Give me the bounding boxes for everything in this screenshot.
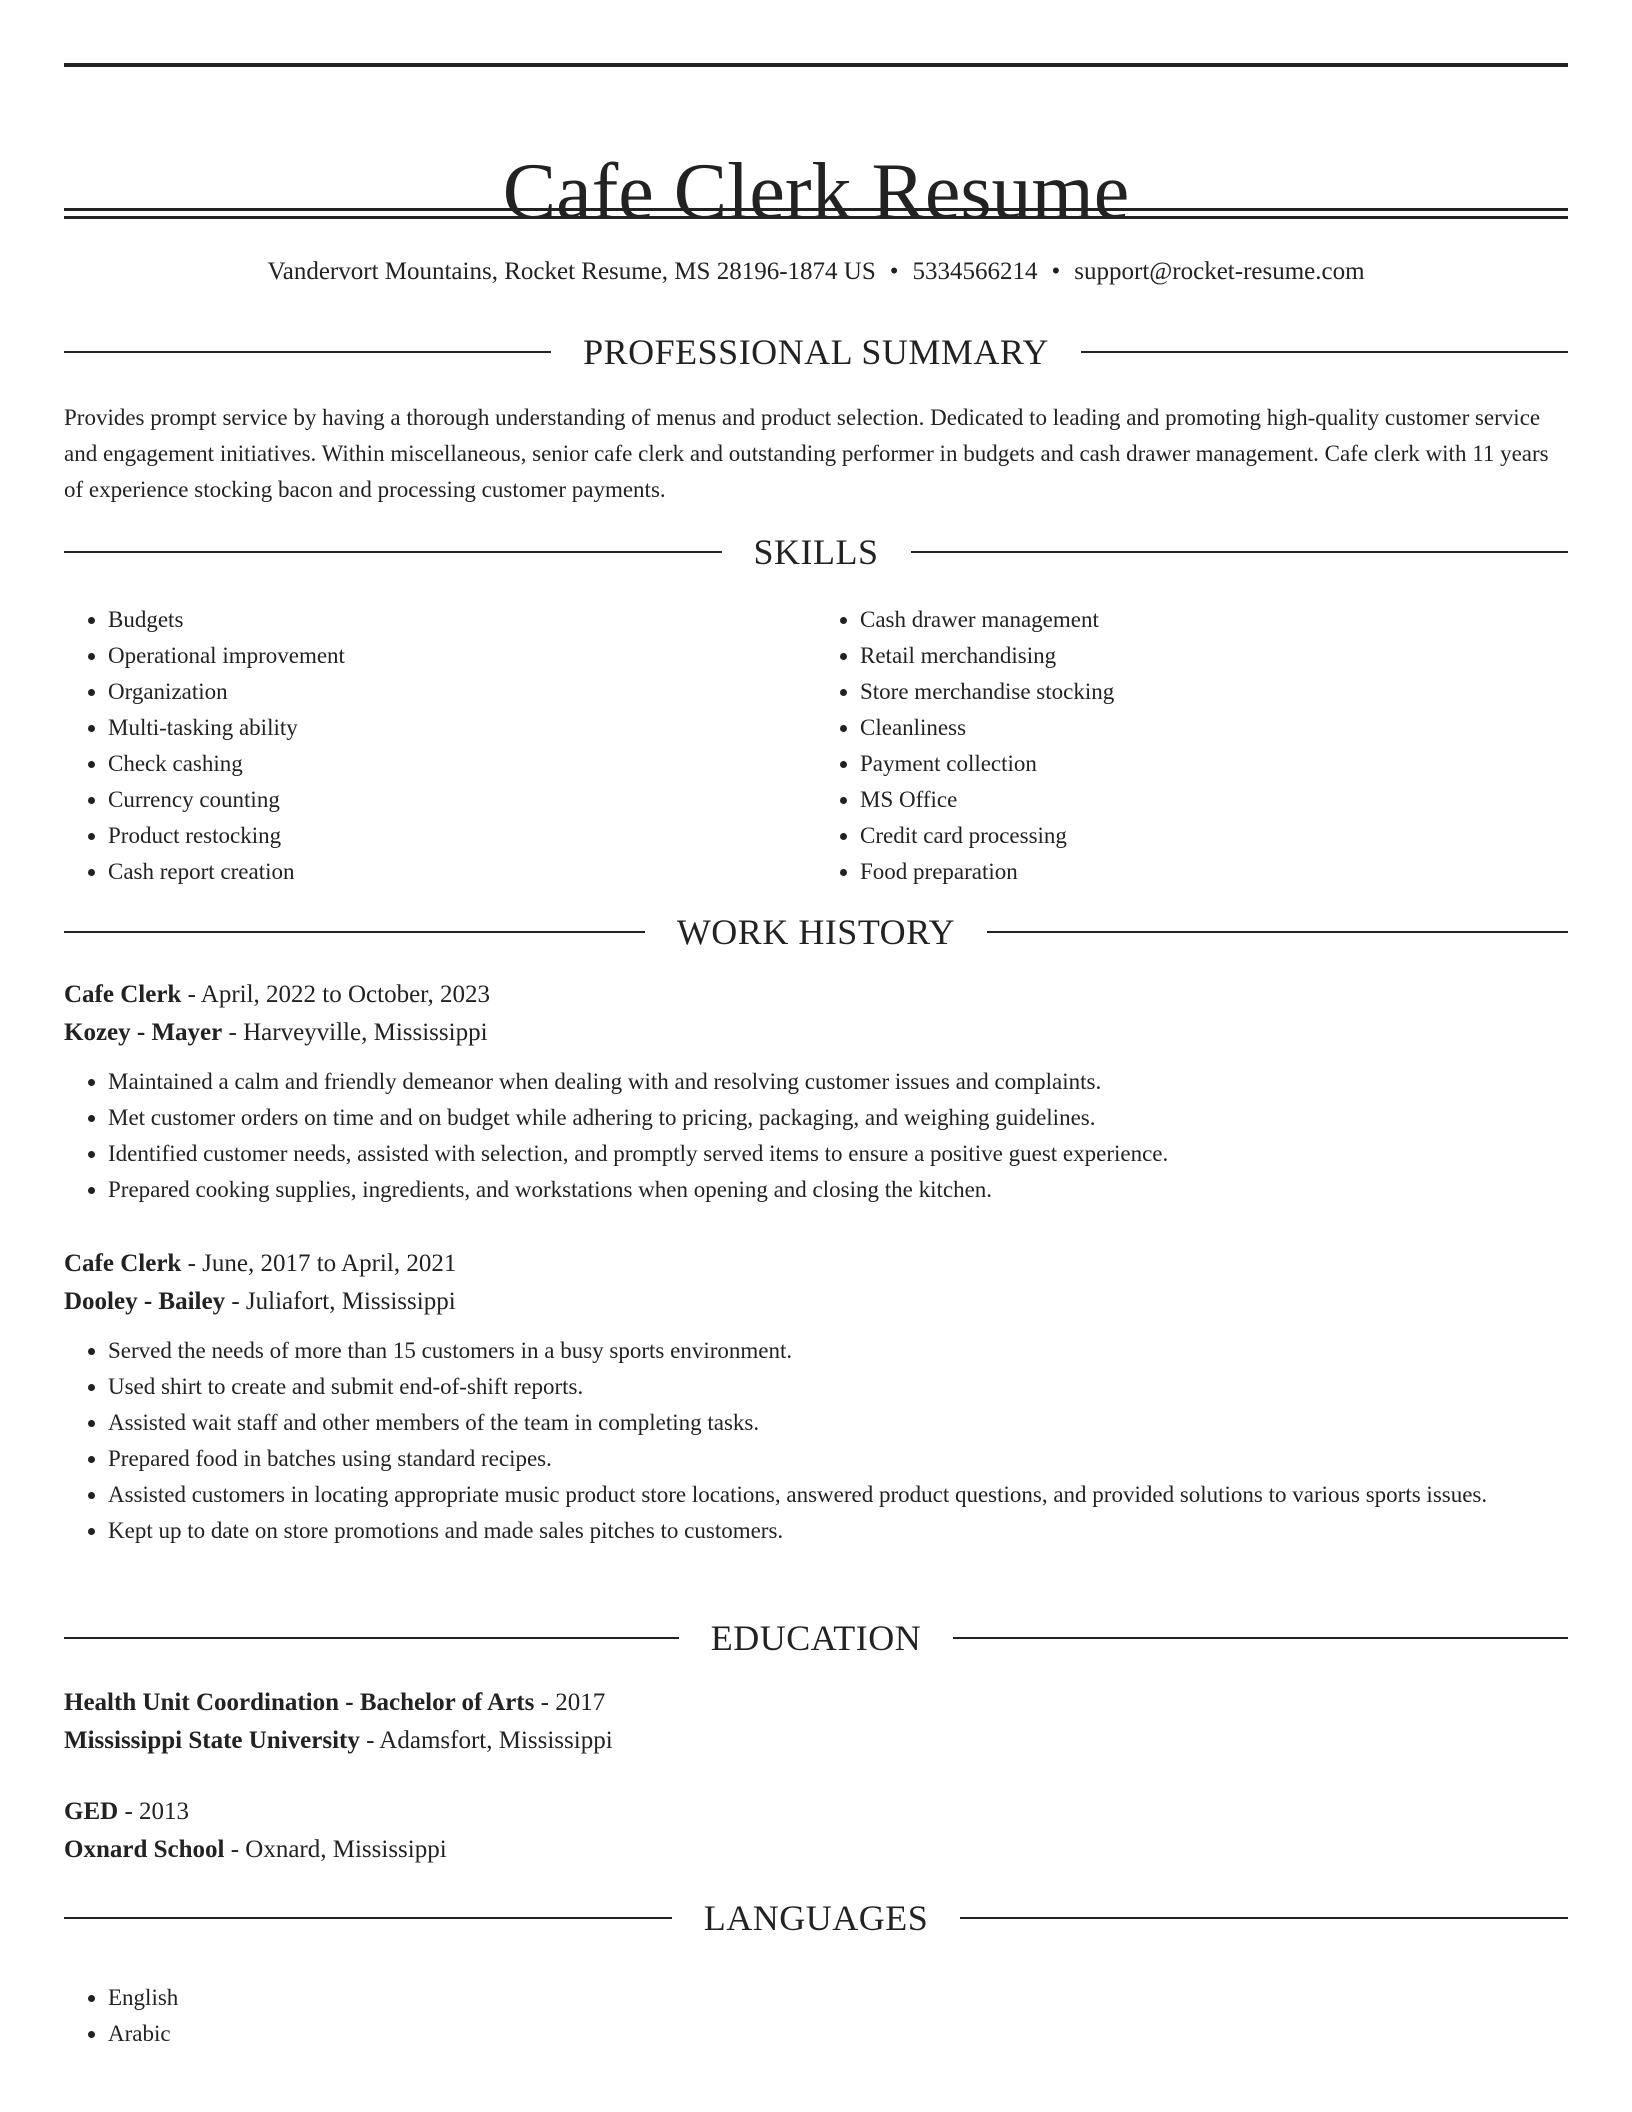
skill-item: • Food preparation <box>860 854 1568 890</box>
job-bullet: • Kept up to date on store promotions and made sales pitches to customers. <box>108 1513 1568 1549</box>
job-bullet: • Served the needs of more than 15 customers in a busy sports environment. <box>108 1333 1568 1369</box>
job-bullet: • Met customer orders on time and on budget while adhering to pricing, packaging, and weighing guidelines. <box>108 1100 1568 1136</box>
education-school: Oxnard School <box>64 1836 225 1863</box>
section-heading-skills <box>64 530 1568 574</box>
education-degree-row <box>64 1793 1568 1831</box>
skill-item: • Payment collection <box>860 746 1568 782</box>
title-double-rule <box>64 208 1568 219</box>
job-bullet: • Assisted wait staff and other members of the team in completing tasks. <box>108 1405 1568 1441</box>
education-school-row <box>64 1831 1568 1869</box>
job-company: Kozey - Mayer <box>64 1019 223 1046</box>
contact-separator: • <box>889 258 899 285</box>
job-dates: - April, 2022 to October, 2023 <box>181 981 491 1008</box>
skills-column-left <box>64 602 816 890</box>
education-year: - 2017 <box>534 1689 606 1716</box>
skill-item: • Retail merchandising <box>860 638 1568 674</box>
education-entry <box>64 1684 1568 1760</box>
job-title-row <box>64 1245 1568 1283</box>
job-title: Cafe Clerk <box>64 981 182 1008</box>
skill-item: • Operational improvement <box>108 638 816 674</box>
job-bullet: • Used shirt to create and submit end-of-shift reports. <box>108 1369 1568 1405</box>
top-rule <box>64 63 1568 67</box>
education-degree: GED <box>64 1798 119 1825</box>
skill-item: • Budgets <box>108 602 816 638</box>
job-title-row <box>64 976 1568 1014</box>
job-bullets <box>64 1333 1568 1549</box>
skill-item: • Multi-tasking ability <box>108 710 816 746</box>
skill-item: • Cash report creation <box>108 854 816 890</box>
education-entry <box>64 1793 1568 1869</box>
job-title: Cafe Clerk <box>64 1250 182 1277</box>
job-location: - Harveyville, Mississippi <box>222 1019 488 1046</box>
job-bullet: • Identified customer needs, assisted with selection, and promptly served items to ensure a positive guest experience. <box>108 1136 1568 1172</box>
skill-item: • Check cashing <box>108 746 816 782</box>
section-title: SKILLS <box>753 532 879 572</box>
job-bullets <box>64 1064 1568 1208</box>
skill-item: • MS Office <box>860 782 1568 818</box>
divider-line <box>960 1917 1568 1919</box>
section-title: LANGUAGES <box>703 1898 929 1938</box>
summary-text: Provides prompt service by having a thorough understanding of menus and product selection. Dedicated to leading and promoting high-quality customer service and engagement initiatives. Within miscellaneous, senior cafe clerk and outstanding performer in budgets and cash drawer management. Cafe clerk with 11 years of experience stocking bacon and processing customer payments. <box>64 405 1549 502</box>
divider-line <box>64 1917 672 1919</box>
skill-item: • Organization <box>108 674 816 710</box>
education-degree: Health Unit Coordination - Bachelor of Arts <box>64 1689 535 1716</box>
divider-line <box>987 931 1568 933</box>
education-degree-row <box>64 1684 1568 1722</box>
skill-item: • Currency counting <box>108 782 816 818</box>
divider-line <box>64 1637 679 1639</box>
skills-list <box>64 602 1568 890</box>
divider-line <box>64 551 722 553</box>
divider-line <box>953 1637 1568 1639</box>
contact-address: Vandervort Mountains, Rocket Resume, MS 28196-1874 US <box>267 258 876 285</box>
job-entry <box>64 1245 1568 1549</box>
section-title: EDUCATION <box>710 1618 922 1658</box>
section-title: PROFESSIONAL SUMMARY <box>583 332 1049 372</box>
language-item: • Arabic <box>108 2016 1568 2052</box>
contact-email: support@rocket-resume.com <box>1074 258 1365 285</box>
section-heading-work <box>64 910 1568 954</box>
section-heading-summary <box>64 330 1568 374</box>
divider-line <box>911 551 1569 553</box>
skill-item: • Product restocking <box>108 818 816 854</box>
job-company-row <box>64 1014 1568 1052</box>
skill-item: • Store merchandise stocking <box>860 674 1568 710</box>
section-title: WORK HISTORY <box>676 912 956 952</box>
job-company-row <box>64 1283 1568 1321</box>
page-title: Cafe Clerk Resume <box>502 147 1130 236</box>
divider-line <box>64 351 551 353</box>
contact-phone: 5334566214 <box>912 258 1038 285</box>
section-heading-languages <box>64 1896 1568 1940</box>
skill-item: • Credit card processing <box>860 818 1568 854</box>
education-school-row <box>64 1722 1568 1760</box>
contact-line <box>64 256 1568 288</box>
skills-column-right <box>816 602 1568 890</box>
language-item: • English <box>108 1980 1568 2016</box>
education-school: Mississippi State University <box>64 1727 360 1754</box>
languages-list <box>64 1980 1568 2052</box>
education-year: - 2013 <box>118 1798 190 1825</box>
contact-separator: • <box>1051 258 1061 285</box>
job-company: Dooley - Bailey <box>64 1288 226 1315</box>
section-heading-education <box>64 1616 1568 1660</box>
divider-line <box>1081 351 1568 353</box>
job-bullet: • Maintained a calm and friendly demeanor when dealing with and resolving customer issues and complaints. <box>108 1064 1568 1100</box>
job-bullet: • Assisted customers in locating appropriate music product store locations, answered product questions, and provided solutions to various sports issues. <box>108 1477 1568 1513</box>
job-location: - Juliafort, Mississippi <box>225 1288 456 1315</box>
job-dates: - June, 2017 to April, 2021 <box>181 1250 457 1277</box>
job-bullet: • Prepared cooking supplies, ingredients, and workstations when opening and closing the kitchen. <box>108 1172 1568 1208</box>
job-bullet: • Prepared food in batches using standard recipes. <box>108 1441 1568 1477</box>
skill-item: • Cash drawer management <box>860 602 1568 638</box>
education-location: - Oxnard, Mississippi <box>224 1836 447 1863</box>
education-location: - Adamsfort, Mississippi <box>359 1727 613 1754</box>
skill-item: • Cleanliness <box>860 710 1568 746</box>
job-entry <box>64 976 1568 1208</box>
divider-line <box>64 931 645 933</box>
